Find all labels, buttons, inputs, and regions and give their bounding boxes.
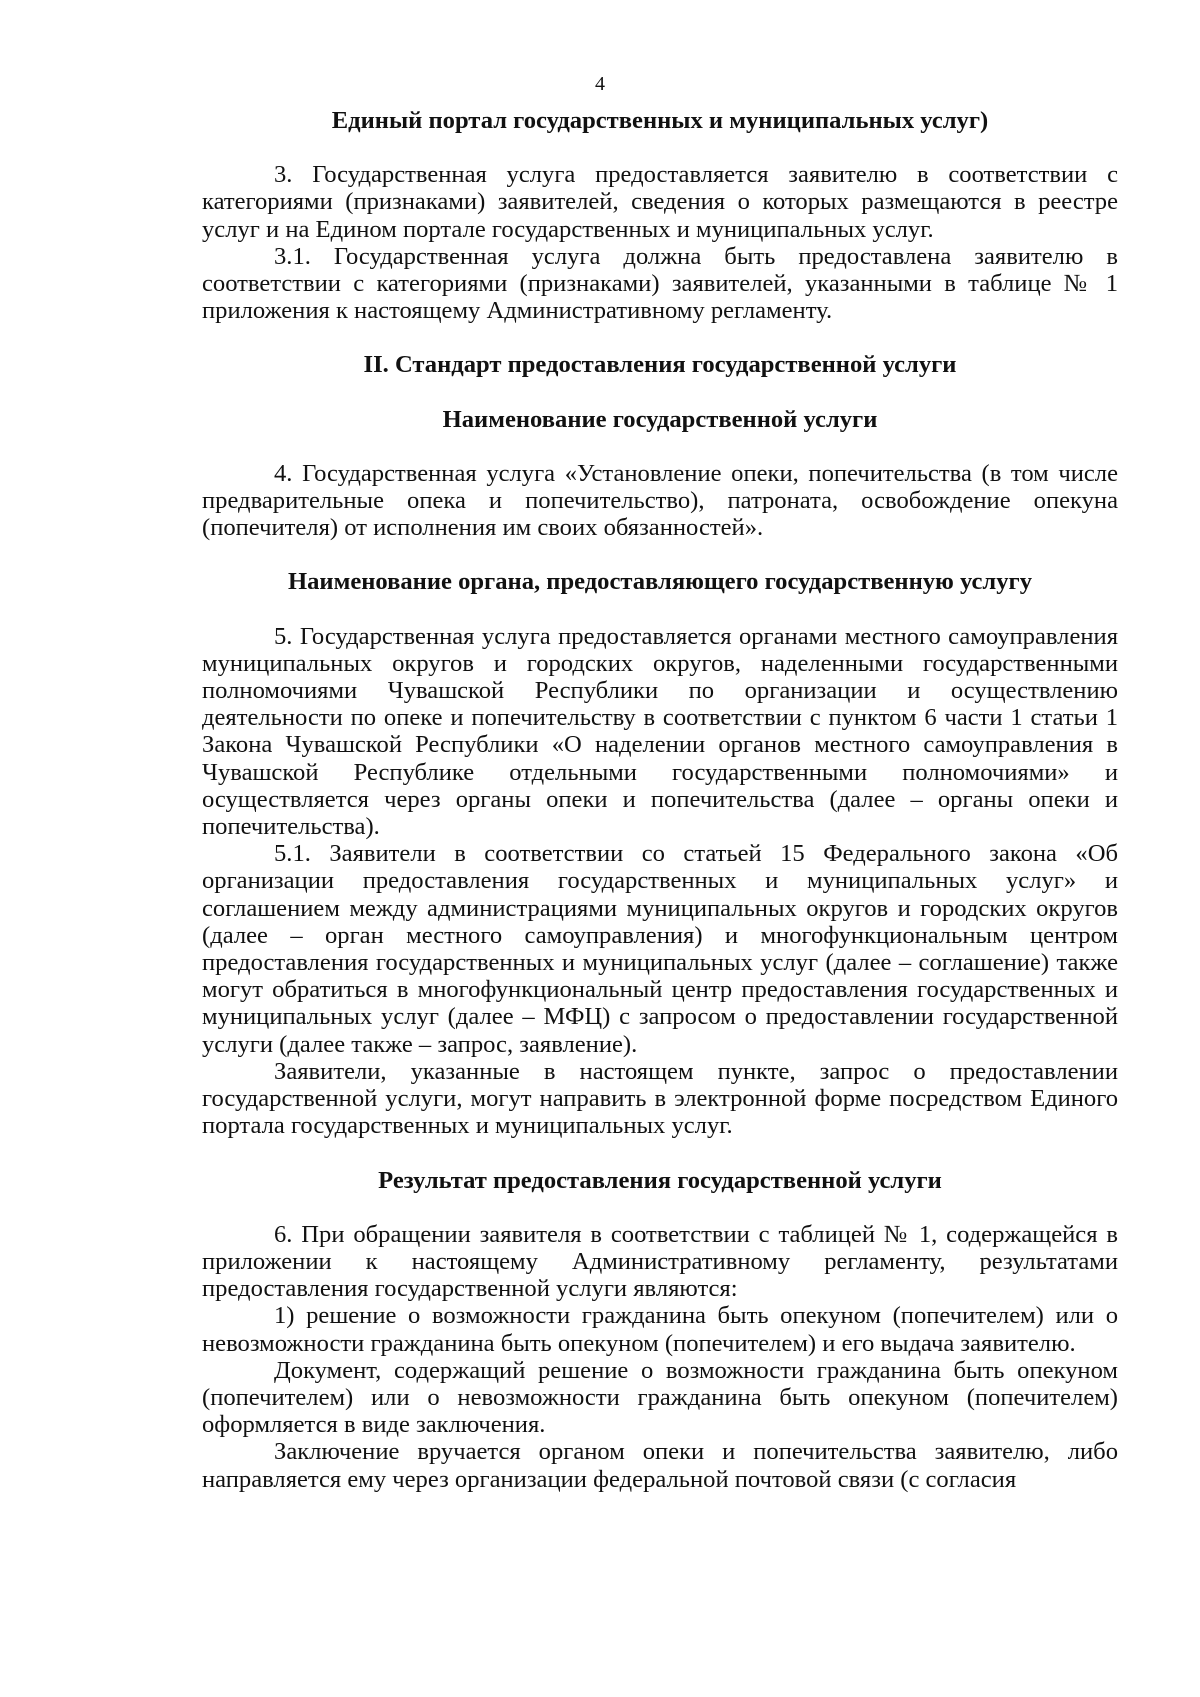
subheading-result: Результат предоставления государственной услуги [378, 1166, 942, 1194]
paragraph-6-1: 1) решение о возможности гражданина быть опекуном (попечителем) или о невозможности гражданина быть опекуном (попечителем) и его выдача заявителю. [202, 1302, 1118, 1357]
subheading-authority: Наименование органа, предоставляющего государственную услугу [287, 568, 1032, 596]
paragraph-4: 4. Государственная услуга «Установление опеки, попечительства (в том числе предварительные опека и попечительство), патроната, освобождение опекуна (попечителя) от исполнения им своих обязанностей». [202, 459, 1118, 542]
paragraph-6: 6. При обращении заявителя в соответствии с таблицей № 1, содержащейся в приложении к настоящему Административному регламенту, результатами предоставления государственной услуги являются: [202, 1220, 1118, 1303]
continuation-heading: Единый портал государственных и муниципальных услуг) [331, 107, 989, 134]
page-number: 4 [595, 73, 605, 95]
paragraph-5-2: Заявители, указанные в настоящем пункте, запрос о предоставлении государственной услуги, могут направить в электронной форме посредством Единого портала государственных и муниципальных услуг. [202, 1057, 1118, 1140]
paragraph-3: 3. Государственная услуга предоставляется заявителю в соответствии с категориями (признаками) заявителей, сведения о которых размещаются в реестре услуг и на Едином портале государственных и муниципальных услуг. [202, 161, 1118, 243]
paragraph-5: 5. Государственная услуга предоставляется органами местного самоуправления муниципальных округов и городских округов, наделенными государственными полномочиями Чувашской Республики по организации и осуществлению деятельности по опеке и попечительству в соответствии с пунктом 6 части 1 статьи 1 Закона Чувашской Республики «О наделении органов местного самоуправления в Чувашской Республике отдельными государственными полномочиями» и осуществляется через органы опеки и попечительства (далее – органы опеки и попечительства). [202, 622, 1118, 841]
subheading-service-name: Наименование государственной услуги [442, 405, 878, 433]
paragraph-5-1: 5.1. Заявители в соответствии со статьей 15 Федерального закона «Об организации предоставления государственных и муниципальных услуг» и соглашением между администрациями муниципальных округов и городских округов (далее – орган местного самоуправления) и многофункциональным центром предоставления государственных и муниципальных услуг (далее – соглашение) также могут обратиться в многофункциональный центр предоставления государственных и муниципальных услуг (далее – МФЦ) с запросом о предоставлении государственной услуги (далее также – запрос, заявление). [202, 840, 1118, 1058]
paragraph-6-3: Заключение вручается органом опеки и попечительства заявителю, либо направляется ему через организации федеральной почтовой связи (с согласия [202, 1438, 1118, 1493]
section-heading: II. Стандарт предоставления государственной услуги [363, 351, 957, 379]
document-body [202, 107, 1118, 1493]
paragraph-3-1: 3.1. Государственная услуга должна быть предоставлена заявителю в соответствии с категориями (признаками) заявителей, указанными в таблице № 1 приложения к настоящему Административному регламенту. [202, 242, 1118, 325]
paragraph-6-2: Документ, содержащий решение о возможности гражданина быть опекуном (попечителем) или о невозможности гражданина быть опекуном (попечителем) оформляется в виде заключения. [202, 1356, 1118, 1439]
